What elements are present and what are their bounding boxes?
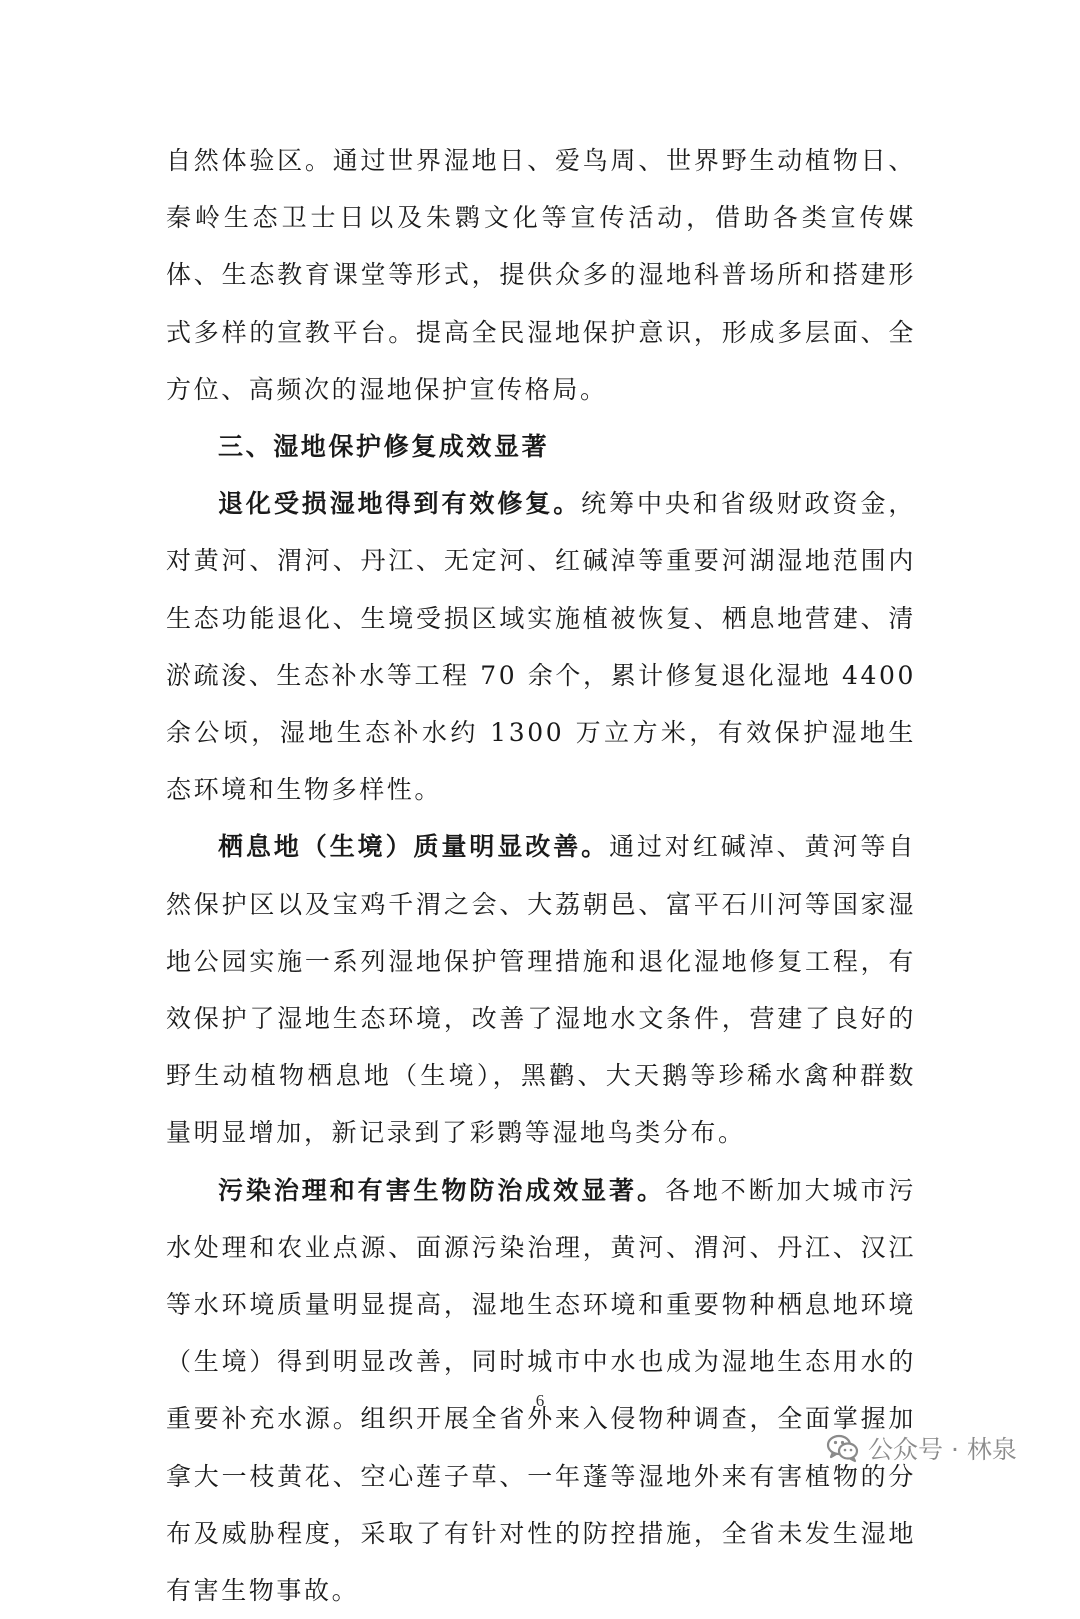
paragraph-lead: 退化受损湿地得到有效修复。 <box>218 489 582 519</box>
paragraph-text: 统筹中央和省级财政资金，对黄河、渭河、丹江、无定河、红碱淖等重要河湖湿地范围内生态功能退化、生境受损区域实施植被恢复、栖息地营建、清淤疏浚、生态补水等工程 70 余个，累计修复退化湿地 4400 余公顷，湿地生态补水约 1300 万立方米，有效保护湿地生态环境和生物多样性。 <box>166 489 917 805</box>
paragraph-text: 自然体验区。通过世界湿地日、爱鸟周、世界野生动植物日、秦岭生态卫士日以及朱鹮文化等宣传活动，借助各类宣传媒体、生态教育课堂等形式，提供众多的湿地科普场所和搭建形式多样的宣教平台。提高全民湿地保护意识，形成多层面、全方位、高频次的湿地保护宣传格局。 <box>166 146 916 404</box>
section-heading <box>166 418 916 475</box>
paragraph-lead: 栖息地（生境）质量明显改善。 <box>218 832 610 862</box>
watermark-text: 公众号 · 林泉 <box>868 1435 1017 1464</box>
page-number: 6 <box>535 1391 545 1410</box>
paragraph-habitat-quality <box>166 818 916 1161</box>
wechat-icon <box>826 1431 860 1465</box>
paragraph-text: 通过对红碱淖、黄河等自然保护区以及宝鸡千渭之会、大荔朝邑、富平石川河等国家湿地公园实施一系列湿地保护管理措施和退化湿地修复工程，有效保护了湿地生态环境，改善了湿地水文条件，营建了良好的野生动植物栖息地（生境），黑鹳、大天鹅等珍稀水禽种群数量明显增加，新记录到了彩鹮等湿地鸟类分布。 <box>166 832 916 1148</box>
paragraph-lead: 污染治理和有害生物防治成效显著。 <box>218 1175 665 1205</box>
paragraph-wetland-restoration <box>166 475 916 818</box>
paragraph-intro <box>166 132 916 418</box>
section-heading-text: 三、湿地保护修复成效显著 <box>218 432 550 462</box>
paragraph-text: 各地不断加大城市污水处理和农业点源、面源污染治理，黄河、渭河、丹江、汉江等水环境质量明显提高，湿地生态环境和重要物种栖息地环境（生境）得到明显改善，同时城市中水也成为湿地生态用水的重要补充水源。组织开展全省外来入侵物种调查，全面掌握加拿大一枝黄花、空心莲子草、一年蓬等湿地外来有害植物的分布及威胁程度，采取了有针对性的防控措施，全省未发生湿地有害生物事故。 <box>166 1175 916 1606</box>
watermark <box>826 1428 1017 1468</box>
